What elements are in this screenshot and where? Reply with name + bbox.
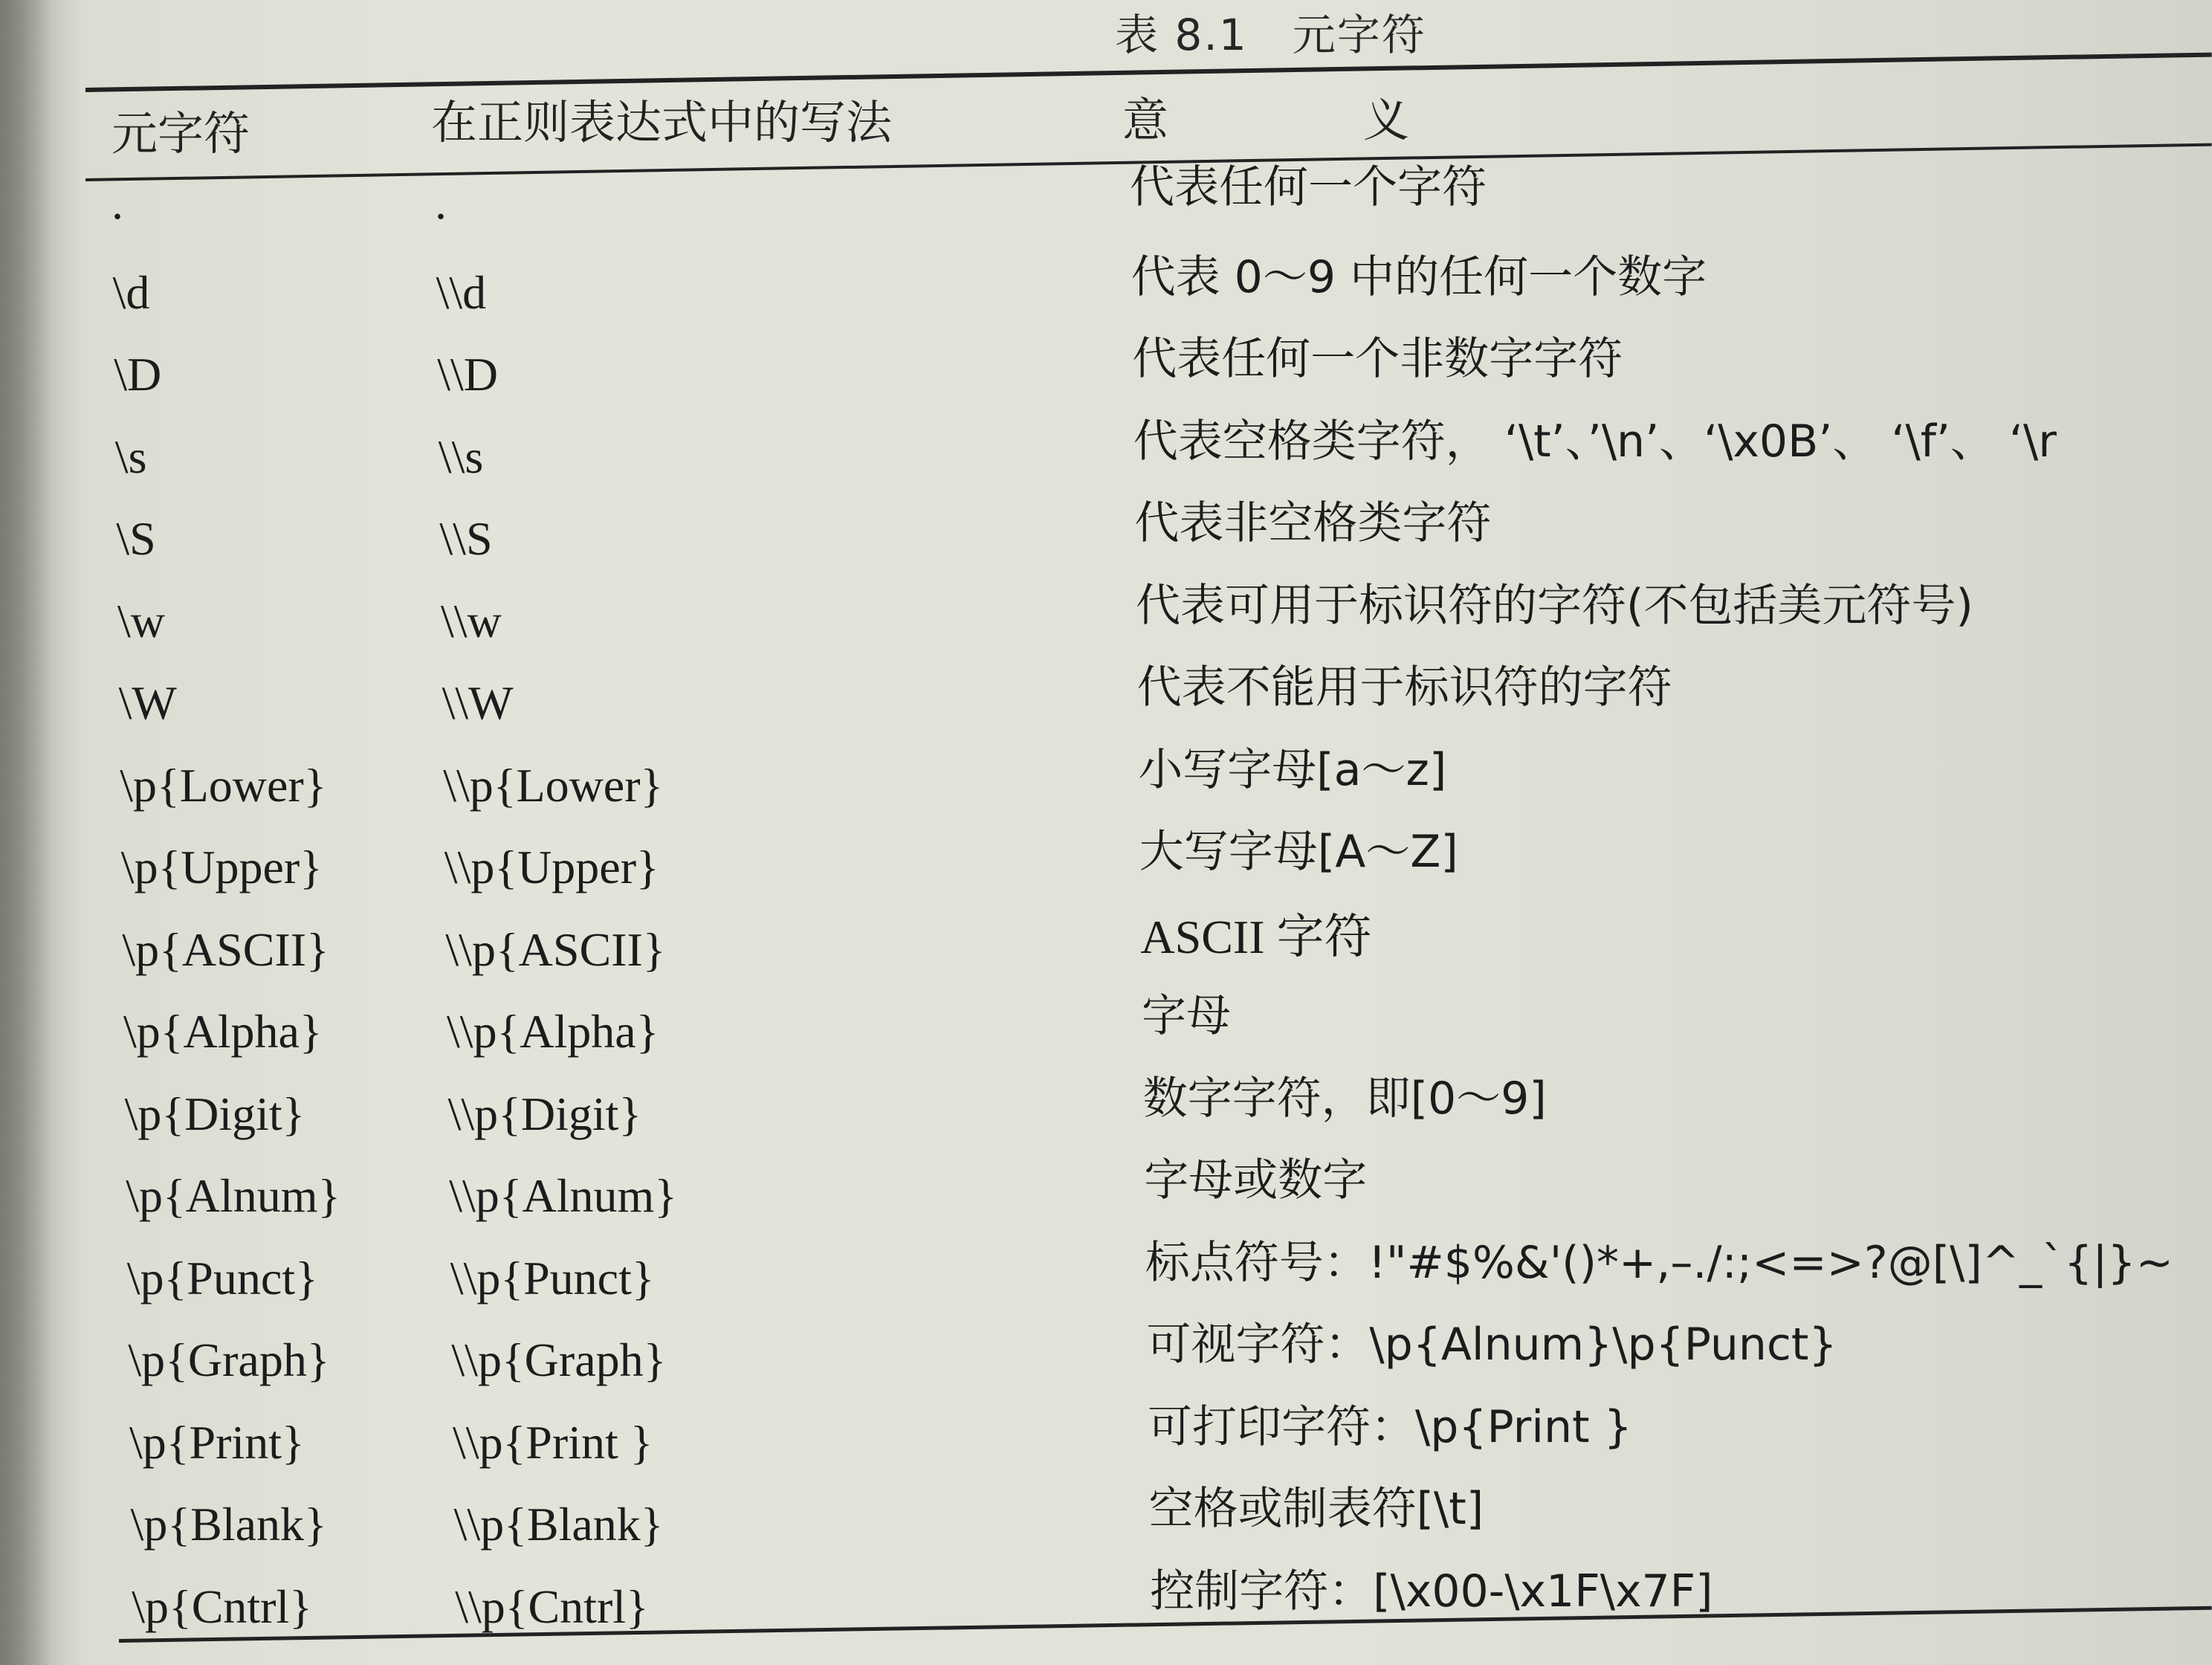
cell-meaning: 字母 [1142,990,1231,1042]
cell-metachar: \p{Graph} [128,1333,330,1386]
cell-meaning: 数字字符，即[0～9] [1142,1072,1547,1125]
cell-regex: \\p{Alpha} [447,1005,659,1058]
cell-metachar: \p{Alpha} [123,1005,323,1058]
cell-regex: \\D [437,348,498,401]
cell-meaning: 控制字符：[\x00-\x1F\x7F] [1150,1565,1713,1617]
cell-meaning: 代表空格类字符， ‘\t’、’\n’、‘\x0B’、 ‘\f’、 ‘\r [1133,415,2057,468]
cell-metachar: \w [117,594,165,647]
cell-regex: \\p{Alnum} [449,1169,677,1222]
cell-meaning: 大写字母[A～Z] [1139,826,1458,878]
cell-meaning: 代表任何一个字符 [1130,161,1487,213]
cell-metachar: \p{Alnum} [126,1169,341,1222]
cell-meaning: 空格或制表符[\t] [1148,1483,1484,1535]
cell-regex: \\w [441,594,502,647]
header-metachar: 元字符 [111,106,250,161]
cell-metachar: \d [112,265,150,319]
cell-meaning: 代表任何一个非数字字符 [1132,333,1623,385]
cell-meaning: 字母或数字 [1144,1154,1368,1206]
cell-meaning: 代表非空格类字符 [1134,497,1492,549]
cell-regex: \\d [436,265,487,319]
cell-metachar: \p{Blank} [130,1498,327,1551]
caption-title: 元字符 [1292,10,1426,60]
cell-metachar: \D [114,348,162,401]
cell-regex: \\p{Digit} [447,1087,642,1140]
cell-meaning: 代表 0～9 中的任何一个数字 [1131,250,1707,303]
cell-regex: \\p{Blank} [453,1498,664,1551]
cell-regex: \\p{Lower} [443,758,664,812]
cell-meaning: 可打印字符：\p{Print } [1148,1400,1632,1453]
cell-meaning: 小写字母[a～z] [1138,743,1447,796]
cell-metachar: \p{Lower} [120,758,327,812]
cell-regex: \\p{Upper} [444,841,659,893]
cell-metachar: \p{Cntrl} [132,1580,312,1633]
cell-metachar: \p{Punct} [126,1251,318,1304]
cell-regex: \\p{Graph} [451,1333,667,1386]
cell-metachar: \p{Print} [129,1415,305,1469]
cell-regex: . [435,176,447,229]
cell-regex: \\p{Punct} [450,1251,655,1304]
table-row [132,1565,2212,1657]
cell-regex: \\W [442,676,514,729]
cell-meaning: 代表可用于标识符的字符(不包括美元符号) [1136,579,1973,632]
cell-metachar: \S [116,512,156,565]
cell-metachar: \W [118,676,177,729]
cell-metachar: \s [114,430,147,483]
cell-regex: \\p{Cntrl} [455,1580,649,1633]
cell-meaning: ASCII 字符 [1140,910,1372,963]
cell-metachar: \p{Digit} [124,1087,305,1140]
cell-regex: \\p{ASCII} [445,922,666,976]
cell-metachar: \p{ASCII} [122,922,329,976]
cell-meaning: 标点符号：!"#$%&'()*+,–./:;<=>?@[\]^_`{|}~ [1145,1236,2173,1289]
cell-meaning: 代表不能用于标识符的字符 [1136,662,1672,714]
cell-metachar: \p{Upper} [120,841,323,893]
header-regex-notation: 在正则表达式中的写法 [431,95,893,149]
cell-metachar: . [111,176,123,229]
cell-regex: \\p{Print } [453,1415,653,1469]
cell-regex: \\s [438,430,484,483]
header-meaning: 意 义 [1122,93,1484,147]
caption-number: 表 8.1 [1115,10,1248,60]
cell-regex: \\S [439,512,493,565]
cell-meaning: 可视字符：\p{Alnum}\p{Punct} [1146,1319,1837,1371]
